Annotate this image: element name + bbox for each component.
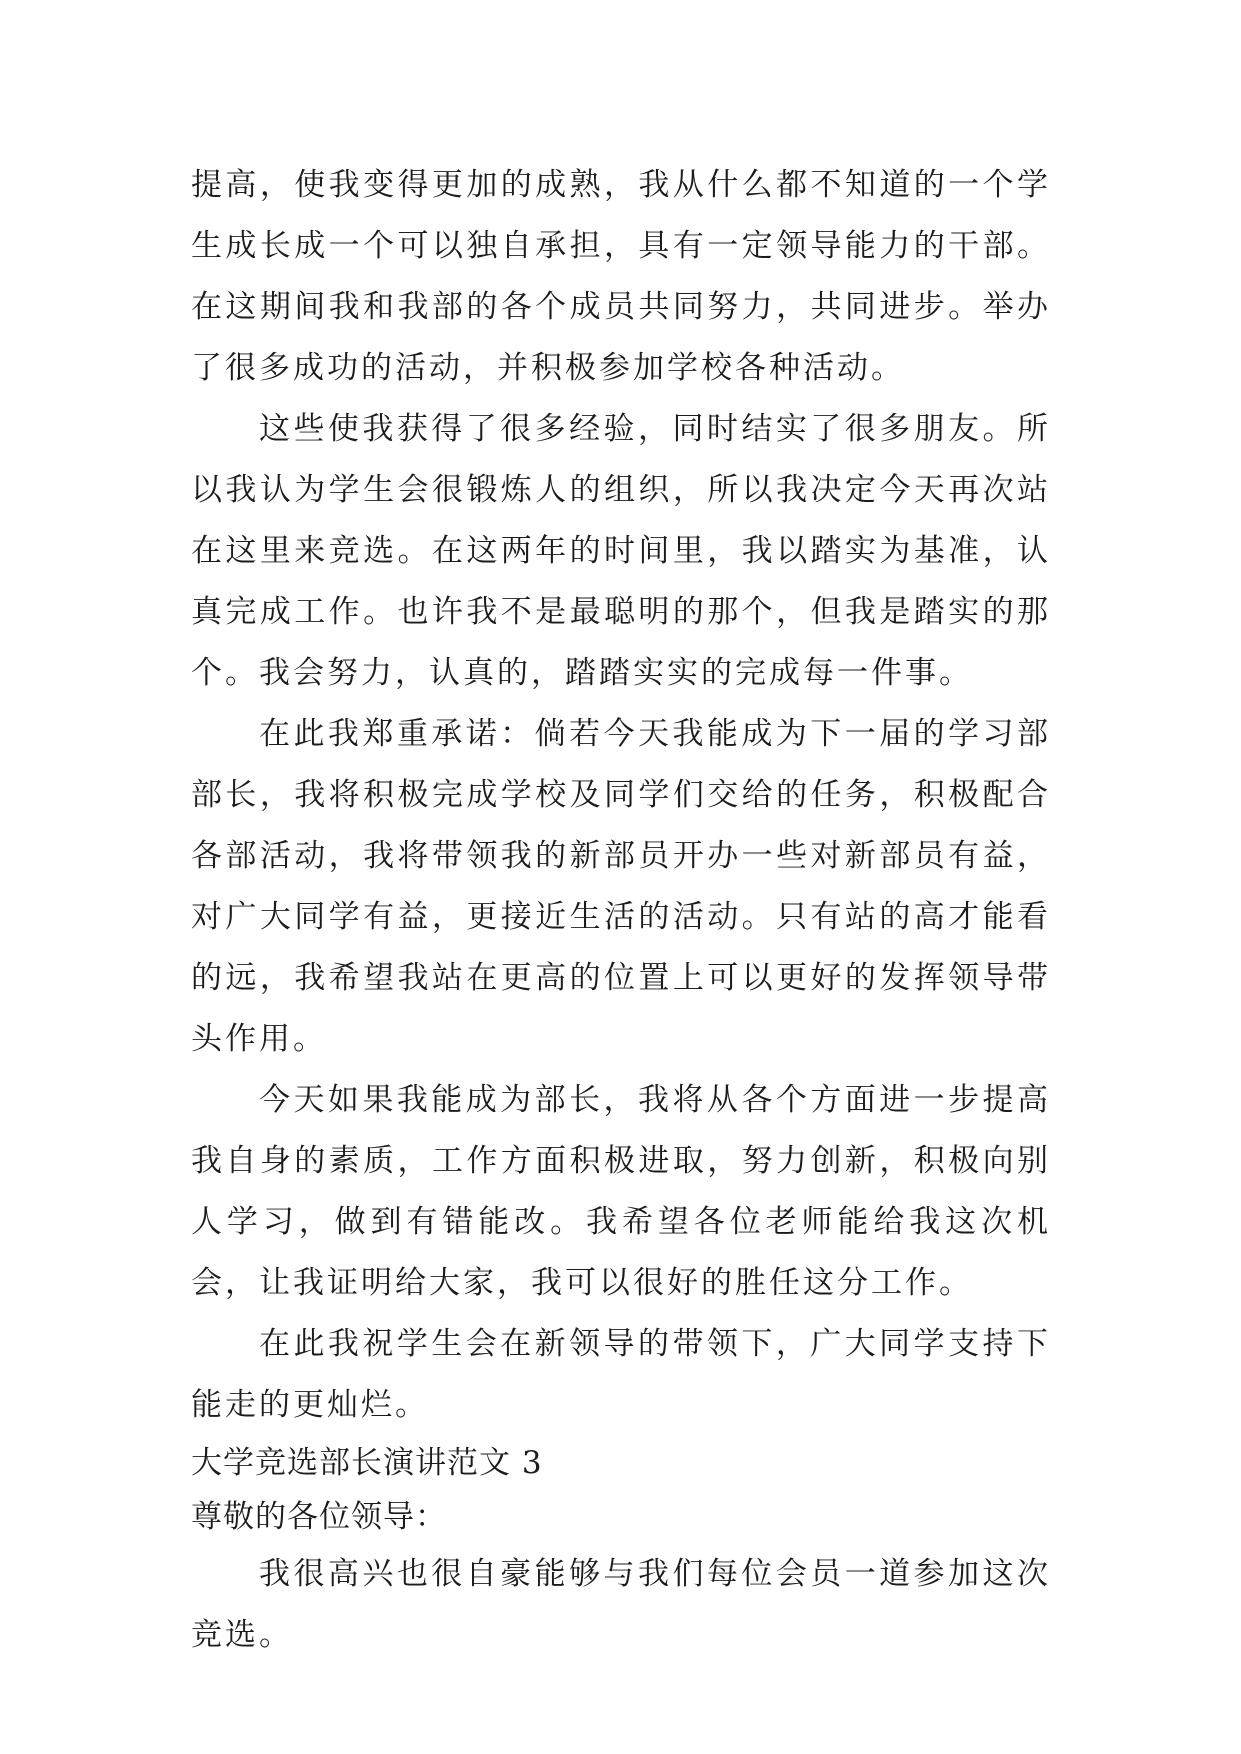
paragraph-6: 我很高兴也很自豪能够与我们每位会员一道参加这次竞选。 <box>191 1556 1051 1653</box>
document-body <box>191 155 1051 1666</box>
paragraph-1: 提高，使我变得更加的成熟，我从什么都不知道的一个学生成长成一个可以独自承担，具有一定领导能力的干部。在这期间我和我部的各个成员共同努力，共同进步。举办了很多成功的活动，并积极参加学校各种活动。 <box>191 167 1051 386</box>
paragraph-3: 在此我郑重承诺：倘若今天我能成为下一届的学习部部长，我将积极完成学校及同学们交给的任务，积极配合各部活动，我将带领我的新部员开办一些对新部员有益，对广大同学有益，更接近生活的活动。只有站的高才能看的远，我希望我站在更高的位置上可以更好的发挥领导带头作用。 <box>191 716 1051 1057</box>
paragraph-5: 在此我祝学生会在新领导的带领下，广大同学支持下能走的更灿烂。 <box>191 1326 1051 1423</box>
salutation: 尊敬的各位领导： <box>191 1499 447 1535</box>
paragraph-4: 今天如果我能成为部长，我将从各个方面进一步提高我自身的素质，工作方面积极进取，努力创新，积极向别人学习，做到有错能改。我希望各位老师能给我这次机会，让我证明给大家，我可以很好的胜任这分工作。 <box>191 1082 1051 1301</box>
section-heading: 大学竞选部长演讲范文 3 <box>191 1445 543 1481</box>
paragraph-2: 这些使我获得了很多经验，同时结实了很多朋友。所以我认为学生会很锻炼人的组织，所以我决定今天再次站在这里来竞选。在这两年的时间里，我以踏实为基准，认真完成工作。也许我不是最聪明的那个，但我是踏实的那个。我会努力，认真的，踏踏实实的完成每一件事。 <box>191 411 1051 691</box>
